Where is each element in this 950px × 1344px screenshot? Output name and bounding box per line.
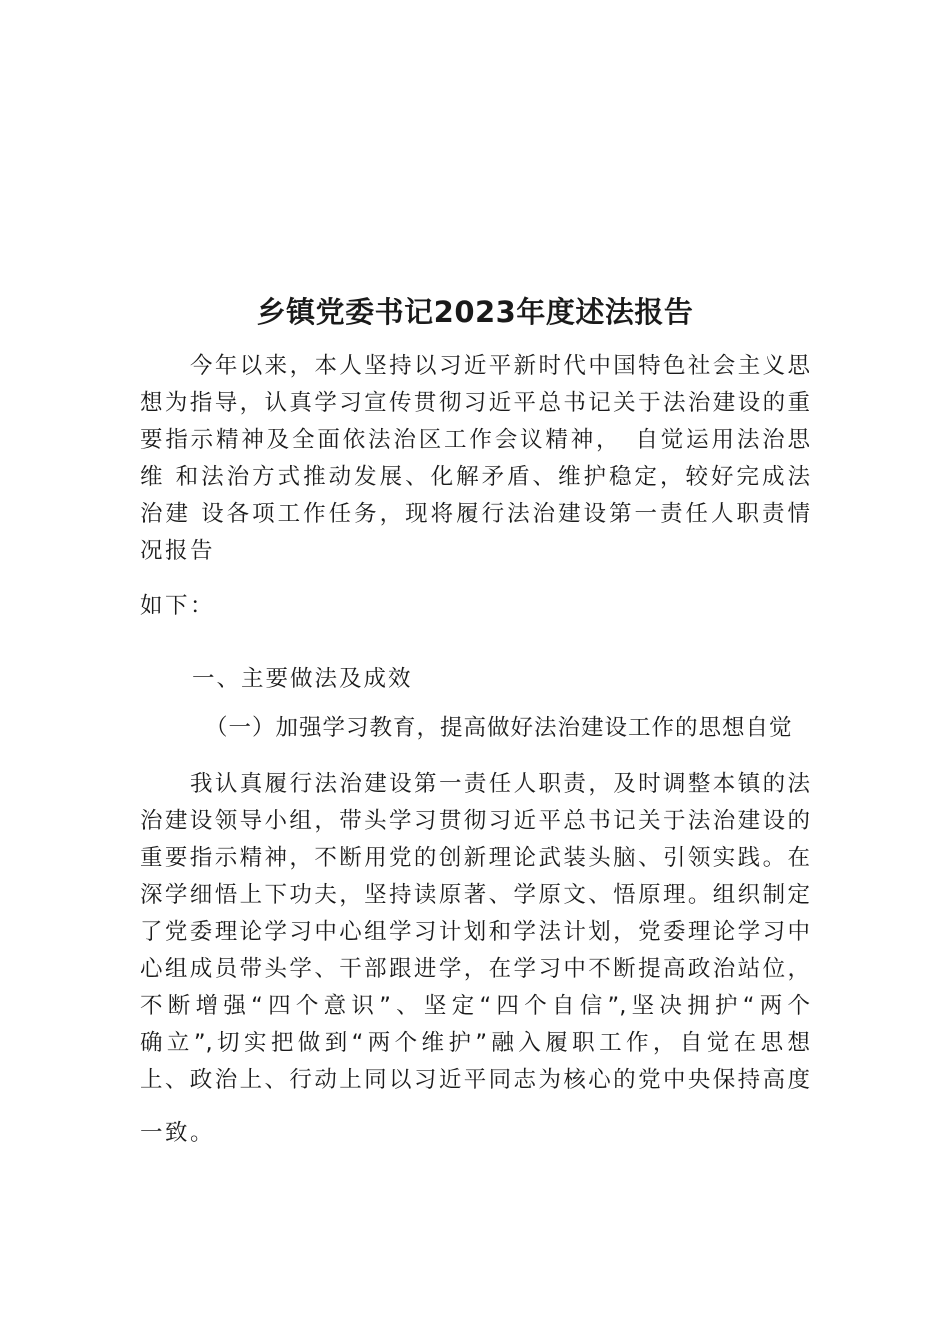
body-line: 深学细悟上下功夫，坚持读原著、学原文、悟原理。组织制定 <box>140 882 810 908</box>
intro-line: 治建 设各项工作任务，现将履行法治建设第一责任人职责情 <box>140 501 810 527</box>
body-line: 确立”,切实把做到“两个维护”融入履职工作，自觉在思想 <box>140 1030 810 1056</box>
intro-line: 今年以来，本人坚持以习近平新时代中国特色社会主义思 <box>190 353 810 379</box>
intro-line: 如下： <box>140 593 216 619</box>
body-line: 我认真履行法治建设第一责任人职责，及时调整本镇的法 <box>190 771 810 797</box>
document-title: 乡镇党委书记2023年度述法报告 <box>256 295 694 329</box>
body-line: 治建设领导小组，带头学习贯彻习近平总书记关于法治建设的 <box>140 808 810 834</box>
section-heading: 一、主要做法及成效 <box>192 666 413 692</box>
intro-line: 况报告 <box>140 538 216 564</box>
section-subheading: （一）加强学习教育，提高做好法治建设工作的思想自觉 <box>205 715 793 741</box>
body-line: 不断增强“四个意识”、坚定“四个自信”,坚决拥护“两个 <box>140 993 810 1019</box>
intro-line: 维 和法治方式推动发展、化解矛盾、维护稳定，较好完成法 <box>140 464 810 490</box>
body-line: 重要指示精神，不断用党的创新理论武装头脑、引领实践。在 <box>140 845 810 871</box>
body-line: 了党委理论学习中心组学习计划和学法计划，党委理论学习中 <box>140 919 810 945</box>
intro-line: 想为指导，认真学习宣传贯彻习近平总书记关于法治建设的重 <box>140 390 810 416</box>
body-line: 心组成员带头学、干部跟进学，在学习中不断提高政治站位， <box>140 956 810 982</box>
body-line: 上、政治上、行动上同以习近平同志为核心的党中央保持高度 <box>140 1067 810 1093</box>
intro-line: 要指示精神及全面依法治区工作会议精神， 自觉运用法治思 <box>140 427 810 453</box>
body-line: 一致。 <box>140 1120 216 1146</box>
